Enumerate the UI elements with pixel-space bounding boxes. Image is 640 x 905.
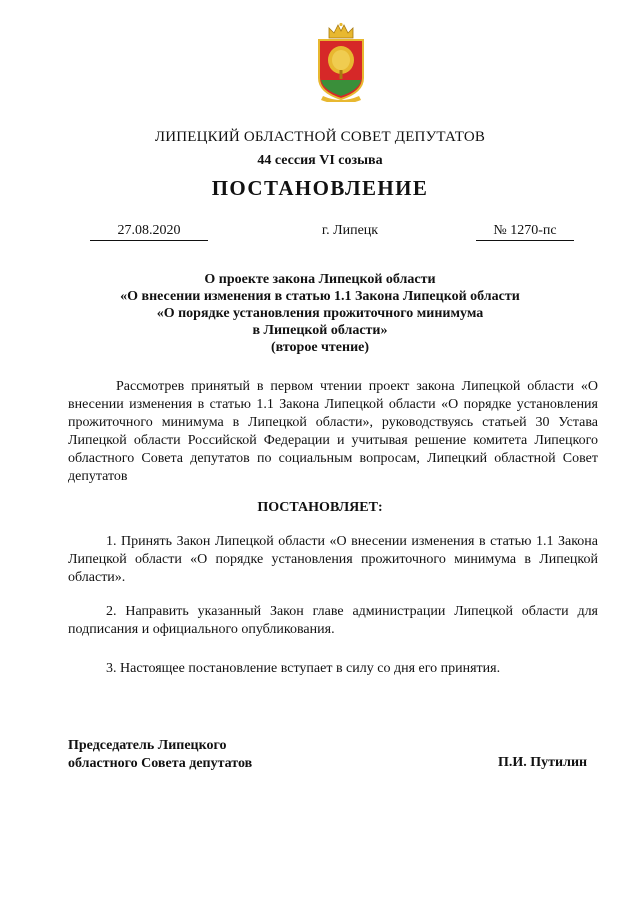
session-label: 44 сессия VI созыва	[257, 153, 383, 168]
resolution-item-3: 3. Настоящее постановление вступает в силу со дня его принятия.	[106, 661, 501, 676]
title-line: О проекте закона Липецкой области	[204, 272, 436, 287]
document-city: г. Липецк	[321, 223, 379, 238]
resolves-heading: ПОСТАНОВЛЯЕТ:	[257, 500, 383, 515]
crown-icon	[329, 25, 353, 38]
signatory-title-line: областного Совета депутатов	[68, 756, 253, 771]
intro-paragraph: Рассмотрев принятый в первом чтении проект закона Липецкой области «О внесении изменения в статью 1.1 Закона Липецкой области «О порядке установления прожиточного минимума в Липецкой области», руководствуясь статьей 30 Устава Липецкой области Российской Федерации и учитывая решение комитета Липецкого областного Совета депутатов по социальным вопросам, Липецкий областной Совет депутатов	[68, 379, 598, 484]
title-line: (второе чтение)	[270, 340, 370, 355]
signatory-title-line: Председатель Липецкого	[68, 738, 227, 753]
signatory-title	[68, 737, 252, 773]
document-number: № 1270-пс	[476, 223, 574, 241]
resolution-item-1: 1. Принять Закон Липецкой области «О внесении изменения в статью 1.1 Закона Липецкой области «О порядке установления прожиточного минимума в Липецкой области».	[68, 534, 598, 585]
title-line: «О порядке установления прожиточного минимума	[156, 306, 484, 321]
title-line: «О внесении изменения в статью 1.1 Закона Липецкой области	[120, 289, 520, 304]
organization-name: ЛИПЕЦКИЙ ОБЛАСТНОЙ СОВЕТ ДЕПУТАТОВ	[154, 129, 486, 145]
title-line: в Липецкой области»	[252, 323, 388, 338]
document-title	[60, 271, 580, 356]
resolution-item-2: 2. Направить указанный Закон главе администрации Липецкой области для подписания и официального опубликования.	[68, 604, 598, 637]
document-date: 27.08.2020	[90, 223, 208, 241]
signatory-name: П.И. Путилин	[498, 755, 588, 770]
coat-of-arms-emblem	[315, 22, 367, 102]
document-type: ПОСТАНОВЛЕНИЕ	[211, 176, 429, 200]
